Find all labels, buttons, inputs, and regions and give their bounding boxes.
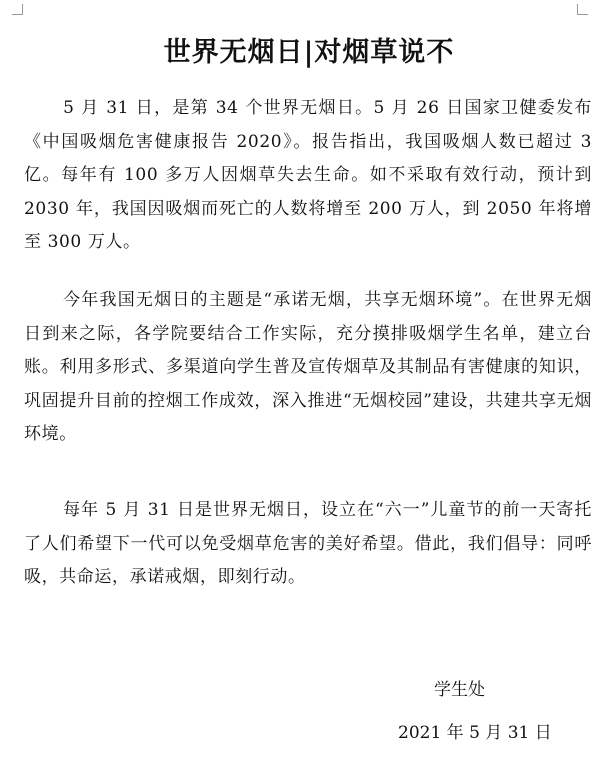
page-corner-mark-top-right — [577, 4, 588, 15]
paragraph-2: 今年我国无烟日的主题是“承诺无烟，共享无烟环境”。在世界无烟日到来之际，各学院要结合工作实际，充分摸排吸烟学生名单，建立台账。利用多形式、多渠道向学生普及宣传烟草及其制品有害健康的知识，巩固提升目前的控烟工作成效，深入推进“无烟校园”建设，共建共享无烟环境。 — [24, 290, 592, 444]
document-title: 世界无烟日|对烟草说不 — [163, 37, 455, 68]
paragraph-1: 5 月 31 日，是第 34 个世界无烟日。5 月 26 日国家卫健委发布《中国吸烟危害健康报告 2020》。报告指出，我国吸烟人数已超过 3 亿。每年有 100 多万人因烟草失去生命。如不采取有效行动，预计到 2030 年，我国因吸烟而死亡的人数将增至 200 万人，到 2050 年将增至 300 万人。 — [24, 98, 592, 252]
paragraph-3: 每年 5 月 31 日是世界无烟日，设立在“六一”儿童节的前一天寄托了人们希望下一代可以免受烟草危害的美好希望。借此，我们倡导：同呼吸，共命运，承诺戒烟，即刻行动。 — [24, 500, 592, 587]
signature-department: 学生处 — [434, 680, 485, 700]
signature-date: 2021 年 5 月 31 日 — [398, 723, 552, 743]
page-corner-mark-top-left — [12, 4, 23, 15]
